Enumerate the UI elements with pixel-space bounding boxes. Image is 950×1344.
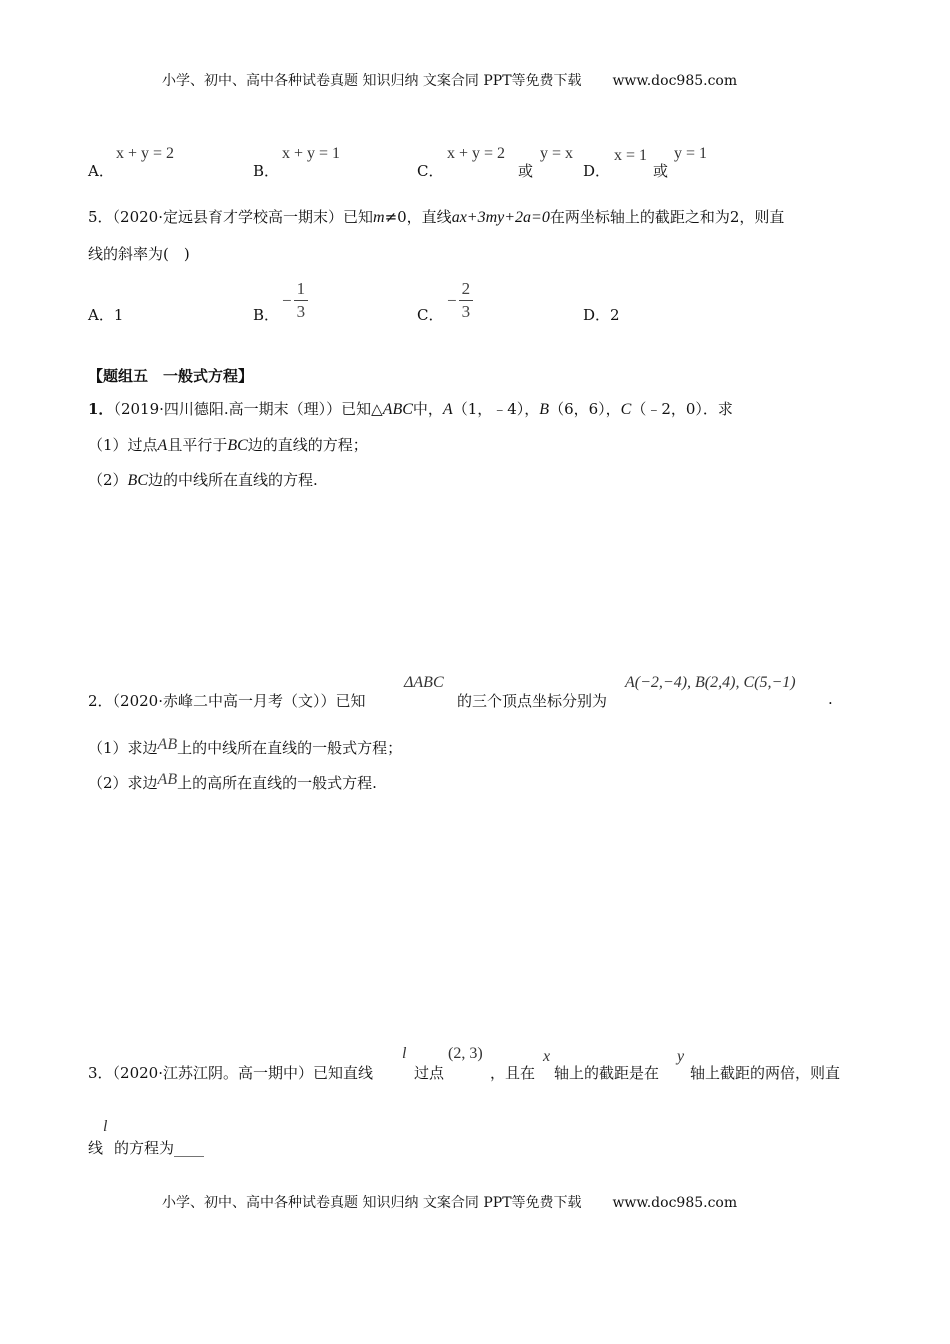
q4-option-a-label: A． <box>88 162 114 180</box>
p1-a-coord: （1，﹣4）， <box>452 400 540 418</box>
footer-text: 小学、初中、高中各种试卷真题 知识归纳 文案合同 PPT等免费下载 <box>162 1195 582 1211</box>
p1-sub1-bc: BC <box>227 437 248 454</box>
p3-l: l <box>402 1045 407 1062</box>
q5-option-b-label: B． <box>253 306 280 324</box>
p3-t4: 轴上的截距是在 <box>554 1064 660 1082</box>
q5-option-a-label: A． <box>88 306 114 324</box>
q4-option-d-or: 或 <box>653 162 669 180</box>
p1-abc: ABC <box>382 401 413 418</box>
p1-c: C <box>620 401 632 418</box>
q5-option-b-sign: − <box>282 290 292 310</box>
p3-point: (2, 3) <box>448 1045 483 1062</box>
p1-a: A <box>442 401 453 418</box>
p1-sub2-bc: BC <box>127 472 148 489</box>
p2-sub2-ab: AB <box>157 771 178 788</box>
p3-l2: l <box>103 1118 108 1135</box>
q5-option-d-value: 2 <box>610 306 620 324</box>
p2-number: 2． <box>88 692 113 710</box>
p3-t5: 轴上截距的两倍，则直 <box>690 1064 841 1082</box>
p2-text: （2020·赤峰二中高一月考（文））已知 <box>112 692 366 710</box>
q4-option-c-math1: x + y = 2 <box>447 145 506 162</box>
q5-option-a <box>88 304 123 325</box>
p1-line1 <box>88 398 733 419</box>
p2-coords: A(−2,−4), B(2,4), C(5,−1) <box>625 674 796 691</box>
p1-sub1-a: A <box>157 437 168 454</box>
p1-sub2-post: 边的中线所在直线的方程. <box>148 471 318 489</box>
q4-option-b-math: x + y = 1 <box>282 145 341 162</box>
q5-m: m <box>373 209 385 226</box>
p2-number-text <box>88 690 366 711</box>
p3-y: y <box>677 1048 685 1065</box>
q5-rest: 在两坐标轴上的截距之和为2，则直 <box>549 208 785 226</box>
q5-option-b-fraction <box>282 278 308 323</box>
q5-ne0: ≠0，直线 <box>384 208 452 226</box>
q4-option-c-math2: y = x <box>540 145 574 162</box>
p1-c-coord: （﹣2，0）．求 <box>631 400 733 418</box>
q5-option-b-den: 3 <box>296 302 306 321</box>
q5-equation: ax+3my+2a=0 <box>451 209 550 226</box>
q5-option-c-label: C． <box>417 306 444 324</box>
p3-t3: ，且在 <box>490 1064 536 1082</box>
page-header <box>162 70 737 90</box>
q5-line2: 线的斜率为( ) <box>88 245 190 263</box>
p3-text: （2020·江苏江阴。高一期中）已知直线 <box>112 1064 373 1082</box>
p3-number: 3． <box>88 1064 113 1082</box>
p2-sub2-pre: （2）求边 <box>88 774 158 792</box>
p3-number-text <box>88 1062 373 1083</box>
p3-x: x <box>543 1048 551 1065</box>
p1-sub2 <box>88 469 318 490</box>
p1-number: 1． <box>88 400 114 418</box>
page-footer <box>162 1192 737 1212</box>
p2-mid: 的三个顶点坐标分别为 <box>457 692 608 710</box>
q4-option-d-math1: x = 1 <box>614 147 648 164</box>
q5-option-d-label: D． <box>583 306 611 324</box>
p2-sub1 <box>88 737 402 758</box>
section-title: 【题组五 一般式方程】 <box>88 367 254 385</box>
q4-option-d-label: D． <box>583 162 611 180</box>
q4-option-a-math: x + y = 2 <box>116 145 175 162</box>
q5-option-c-sign: − <box>447 290 457 310</box>
q5-option-d <box>583 304 620 325</box>
q5-option-b-num: 1 <box>294 278 309 301</box>
p1-b-coord: （6，6）， <box>549 400 621 418</box>
p2-sub1-pre: （1）求边 <box>88 739 158 757</box>
p2-sub2-post: 上的高所在直线的一般式方程. <box>177 774 377 792</box>
p1-sub1-mid: 且平行于 <box>167 436 228 454</box>
p3-line2-pre: 线 <box>88 1139 104 1157</box>
footer-site: www.doc985.com <box>612 1195 738 1211</box>
p2-sub1-ab: AB <box>157 736 178 753</box>
p3-line2-post: 的方程为____ <box>114 1139 205 1157</box>
q5-number: 5． <box>88 208 113 226</box>
p1-mid: 中， <box>412 400 443 418</box>
p3-t2: 过点 <box>414 1064 445 1082</box>
q5-source: （2020·定远县育才学校高一期末）已知 <box>112 208 373 226</box>
p1-text: （2019·四川德阳.高一期末（理））已知△ <box>113 400 383 418</box>
header-text: 小学、初中、高中各种试卷真题 知识归纳 文案合同 PPT等免费下载 <box>162 73 582 89</box>
p1-sub1 <box>88 434 368 455</box>
p2-sub2 <box>88 772 377 793</box>
p1-sub2-pre: （2） <box>88 471 128 489</box>
q5-option-a-value: 1 <box>113 306 124 324</box>
q5-option-c-fraction <box>447 278 473 323</box>
p2-end: . <box>828 690 833 708</box>
q4-option-c-or: 或 <box>518 162 534 180</box>
q4-option-c-label: C． <box>417 162 444 180</box>
p1-sub1-pre: （1）过点 <box>88 436 158 454</box>
q5-option-c-den: 3 <box>461 302 471 321</box>
q4-option-d-math2: y = 1 <box>674 145 708 162</box>
q5-option-c-num: 2 <box>459 278 474 301</box>
header-site: www.doc985.com <box>612 73 738 89</box>
q5-line1 <box>88 206 784 227</box>
p2-sub1-post: 上的中线所在直线的一般式方程； <box>177 739 403 757</box>
q4-option-b-label: B． <box>253 162 280 180</box>
p1-b: B <box>539 401 550 418</box>
p2-triangle: ΔABC <box>404 674 444 691</box>
p1-sub1-post: 边的直线的方程； <box>247 436 368 454</box>
